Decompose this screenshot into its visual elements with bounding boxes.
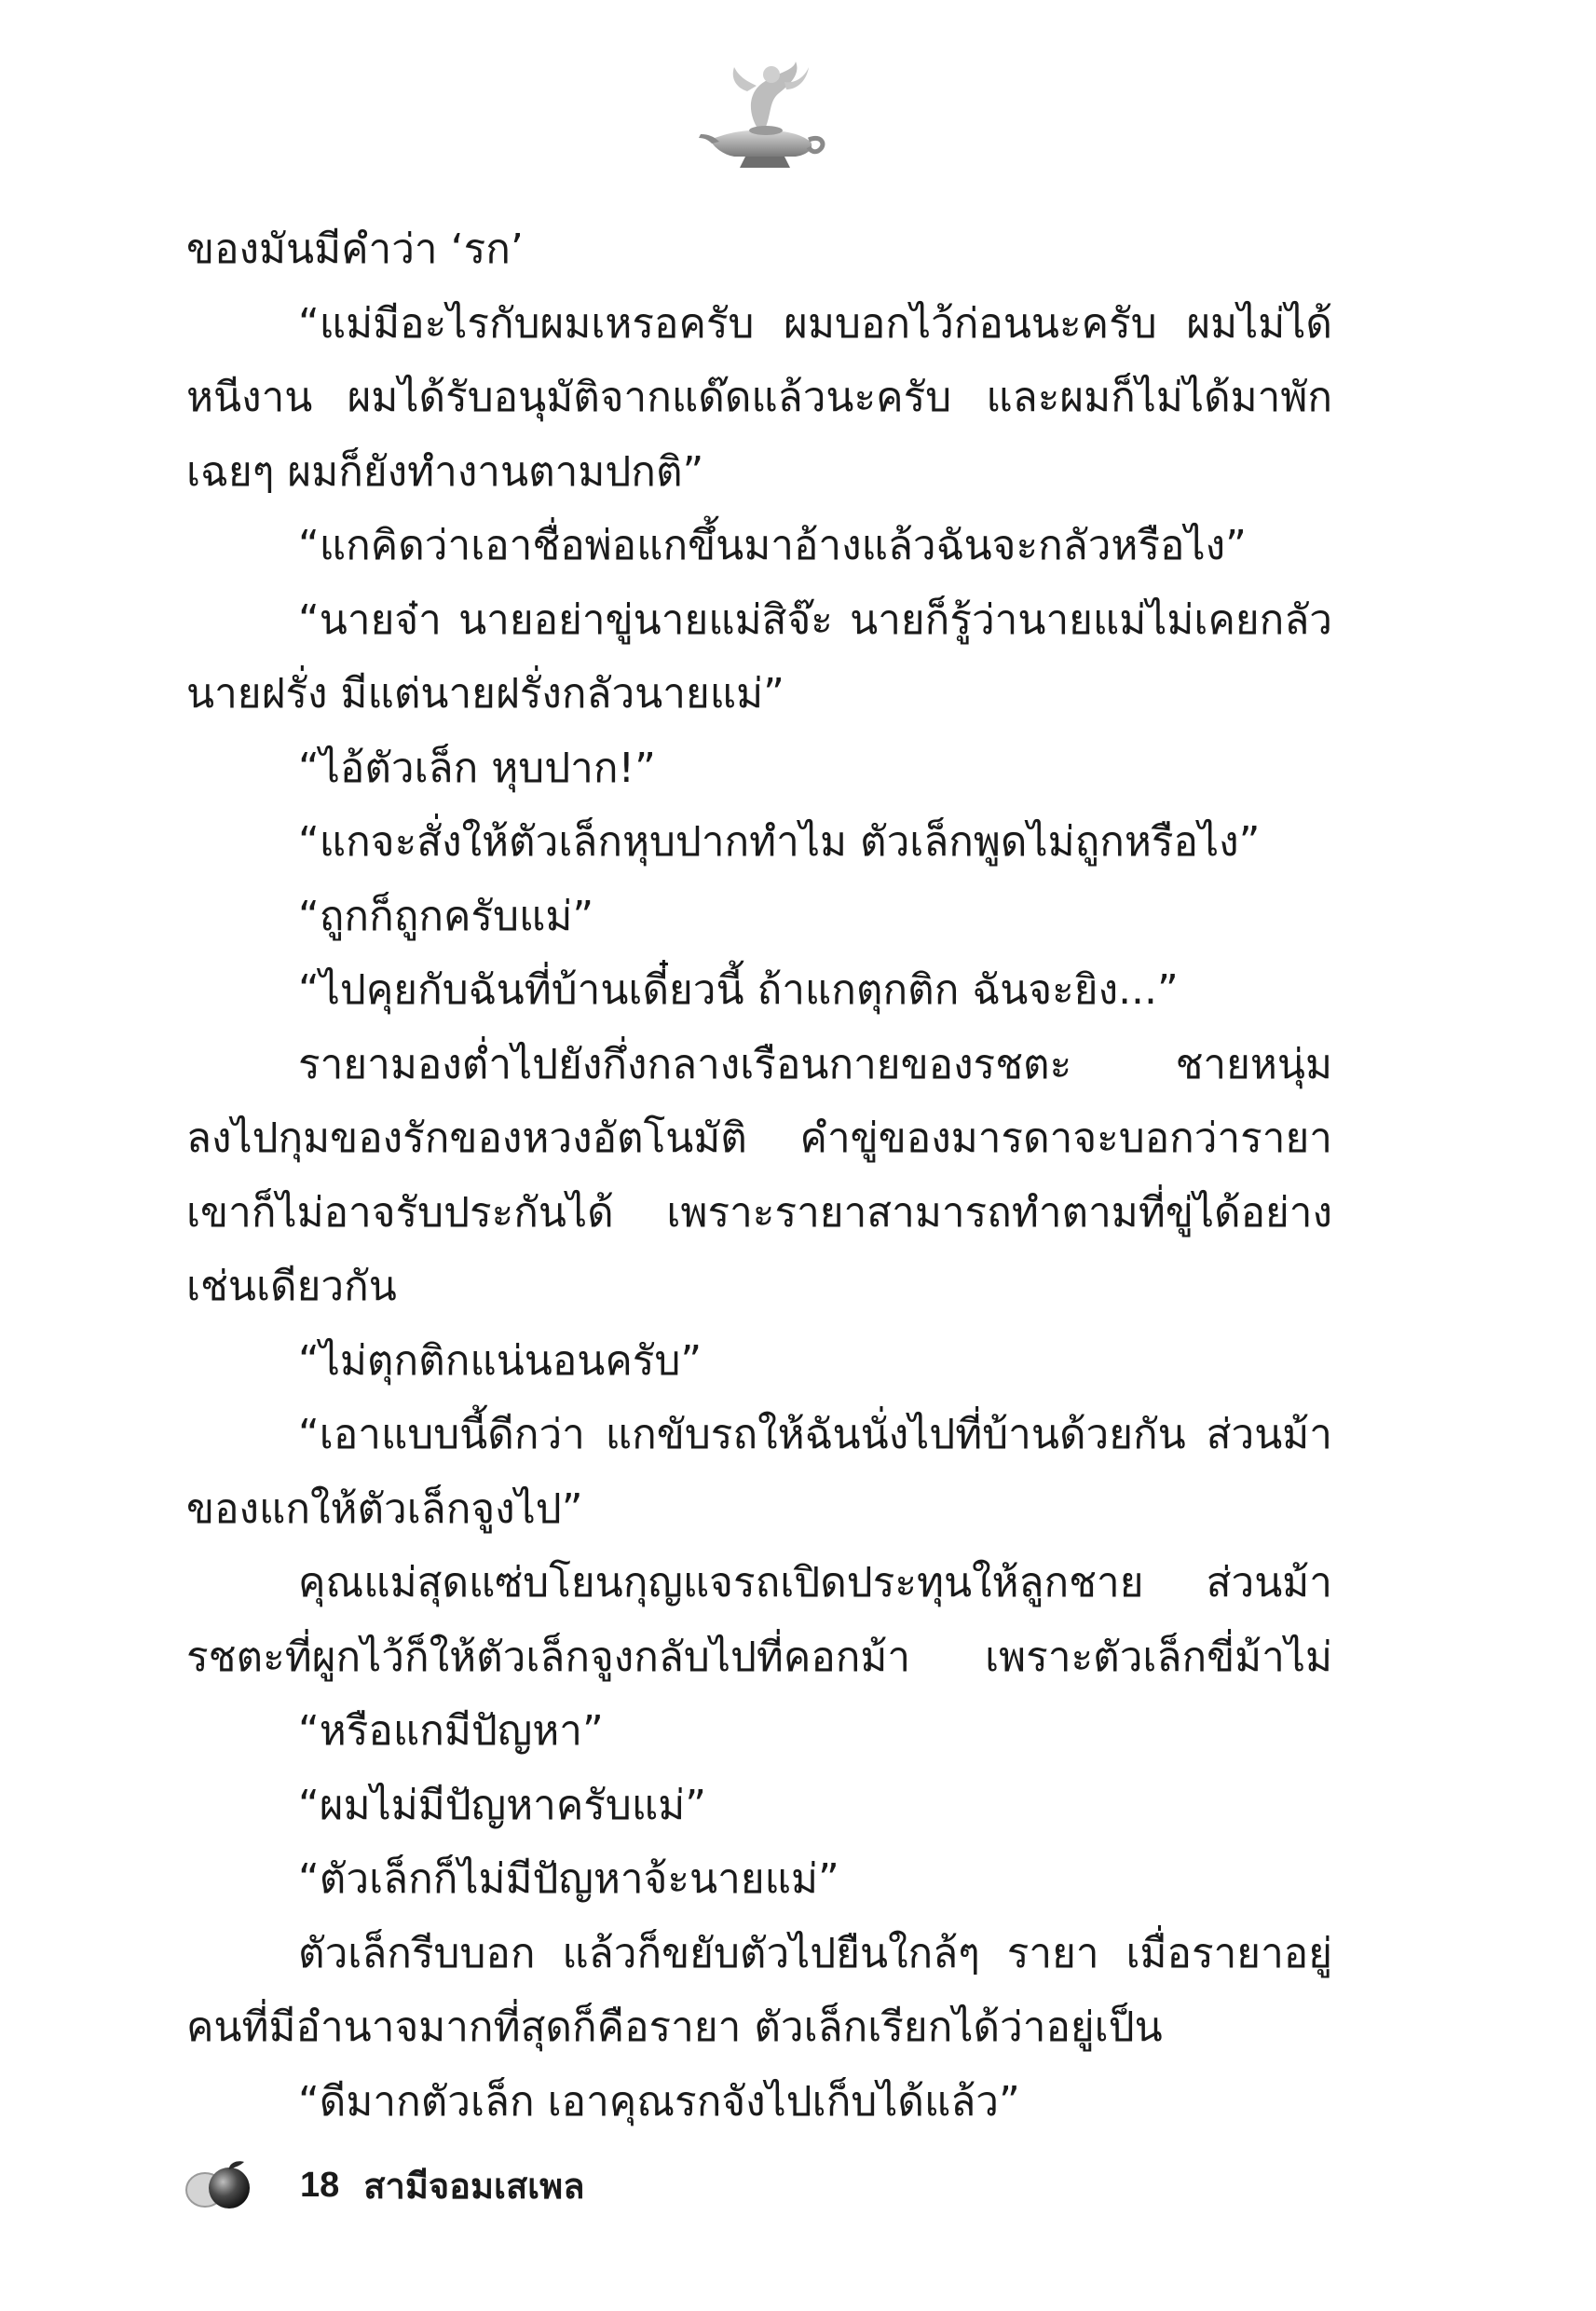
text-line: “ผมไม่มีปัญหาครับแม่” <box>298 1781 707 1829</box>
text-line: นายฝรั่ง มีแต่นายฝรั่งกลัวนายแม่” <box>186 670 784 718</box>
text-line: “ดีมากตัวเล็ก เอาคุณรกจังไปเก็บได้แล้ว” <box>298 2077 1020 2126</box>
text-line: ตัวเล็กรีบบอก แล้วก็ขยับตัวไปยืนใกล้ๆ รายา เมื่อรายาอยู่ <box>298 1929 1332 1977</box>
text-line: “แกคิดว่าเอาชื่อพ่อแกขึ้นมาอ้างแล้วฉันจะกลัวหรือไง” <box>298 522 1247 569</box>
text-line: รายามองต่ำไปยังกึ่งกลางเรือนกายของรชตะ ชายหนุ่ม <box>298 1040 1332 1088</box>
text-line: คุณแม่สุดแซ่บโยนกุญแจรถเปิดประทุนให้ลูกชาย ส่วนม้า <box>298 1559 1332 1607</box>
text-line: “ไอ้ตัวเล็ก หุบปาก!” <box>298 744 656 792</box>
text-line: ของมันมีคำว่า ‘รก’ <box>186 226 524 273</box>
text-line: “หรือแกมีปัญหา” <box>298 1707 604 1755</box>
text-line: “นายจ๋า นายอย่าขู่นายแม่สิจ๊ะ นายก็รู้ว่านายแม่ไม่เคยกลัว <box>298 595 1332 644</box>
text-line: ลงไปกุมของรักของหวงอัตโนมัติ คำขู่ของมารดาจะบอกว่ารายา <box>186 1114 1332 1162</box>
genie-lamp-icon <box>691 54 831 175</box>
text-line: เฉยๆ ผมก็ยังทำงานตามปกติ” <box>186 447 704 496</box>
text-line: “ตัวเล็กก็ไม่มีปัญหาจ้ะนายแม่” <box>298 1855 839 1903</box>
text-line: คนที่มีอำนาจมากที่สุดก็คือรายา ตัวเล็กเรียกได้ว่าอยู่เป็น <box>186 2003 1163 2051</box>
fruit-icon <box>183 2158 266 2212</box>
book-title: สามีจอมเสเพล <box>363 2165 585 2207</box>
text-line: “ไม่ตุกติกแน่นอนครับ” <box>298 1336 703 1385</box>
text-line: เช่นเดียวกัน <box>186 1263 397 1310</box>
text-line: หนีงาน ผมได้รับอนุมัติจากแด๊ดแล้วนะครับ และผมก็ไม่ได้มาพัก <box>186 374 1332 421</box>
text-line: “ถูกก็ถูกครับแม่” <box>298 892 594 940</box>
text-line: “แม่มีอะไรกับผมเหรอครับ ผมบอกไว้ก่อนนะครับ ผมไม่ได้ <box>298 299 1332 348</box>
text-line: “แกจะสั่งให้ตัวเล็กหุบปากทำไม ตัวเล็กพูดไม่ถูกหรือไง” <box>298 818 1261 866</box>
page-footer <box>183 2153 585 2218</box>
page-number: 18 <box>300 2165 340 2205</box>
text-line: “เอาแบบนี้ดีกว่า แกขับรถให้ฉันนั่งไปที่บ้านด้วยกัน ส่วนม้า <box>298 1411 1332 1458</box>
body-text <box>186 212 1332 2139</box>
text-line: รชตะที่ผูกไว้ก็ให้ตัวเล็กจูงกลับไปที่คอกม้า เพราะตัวเล็กขี่ม้าไม่ <box>186 1633 1332 1681</box>
text-line: ของแกให้ตัวเล็กจูงไป” <box>186 1484 583 1533</box>
text-line: เขาก็ไม่อาจรับประกันได้ เพราะรายาสามารถทำตามที่ขู่ได้อย่าง <box>186 1188 1332 1237</box>
text-line: “ไปคุยกับฉันที่บ้านเดี๋ยวนี้ ถ้าแกตุกติก ฉันจะยิง...” <box>298 966 1179 1014</box>
